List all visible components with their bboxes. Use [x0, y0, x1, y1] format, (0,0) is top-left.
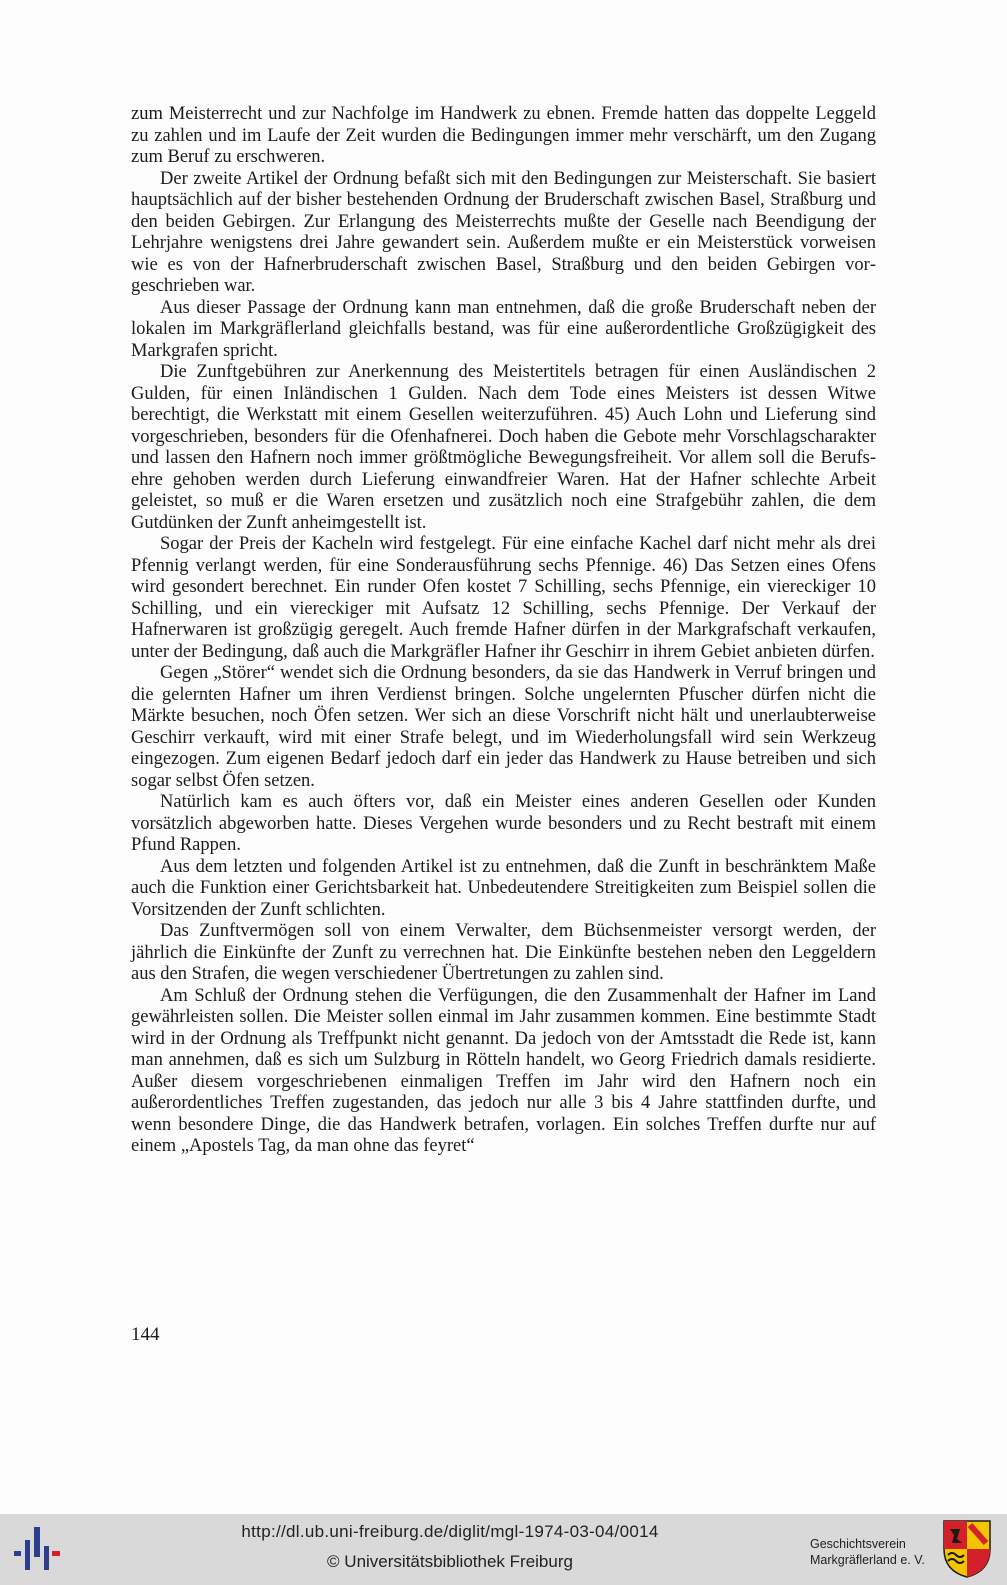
ub-freiburg-logo-icon [12, 1524, 64, 1576]
paragraph: Sogar der Preis der Kacheln wird festgelegt. Für eine einfache Kachel darf nicht mehr als drei Pfennig verlangt werden, für eine Sonderausführung sechs Pfennige. 46) Das Setzen eines Ofens wird gesondert berechnet. Ein runder Ofen kostet 7 Schilling, sechs Pfennige, ein viereckiger 10 Schilling, und ein viereckiger mit Aufsatz 12 Schilling, sechs Pfennige. Der Verkauf der Hafnerwaren ist großzügig geregelt. Auch fremde Hafner dürfen in der Markgrafschaft verkaufen, unter der Bedingung, daß auch die Markgräfler Hafner ihr Geschirr in ihrem Gebiet anbieten dürfen. [131, 534, 876, 662]
coat-of-arms-icon [942, 1519, 992, 1579]
page-number: 144 [131, 1324, 160, 1345]
paragraph: Die Zunftgebühren zur Anerkennung des Meistertitels betragen für einen Ausländischen 2 Gulden, für einen Inländischen 1 Gulden. Nach dem Tode eines Meisters ist dessen Witwe berechtigt, die Werkstatt mit einem Gesellen weiterzuführen. 45) Auch Lohn und Lieferung sind vorgeschrieben, besonders für die Ofenhafnerei. Doch haben die Gebote mehr Vorschlagscharakter und lassen den Hafnern noch immer größtmögliche Bewegungsfreiheit. Vor allem soll die Berufsehre gehoben werden durch Lieferung einwandfreier Waren. Hat der Hafner schlechte Arbeit geleistet, so muß er die Waren ersetzen und zusätzlich noch eine Strafgebühr zahlen, die dem Gutdünken der Zunft anheimgestellt ist. [131, 362, 876, 533]
society-line-2: Markgräflerland e. V. [810, 1553, 925, 1567]
paragraph: Natürlich kam es auch öfters vor, daß ein Meister eines anderen Gesellen oder Kunden vorsätzlich abgeworben hatte. Dieses Vergehen wurde besonders und zu Recht bestraft mit einem Pfund Rappen. [131, 792, 876, 855]
paragraph: zum Meisterrecht und zur Nachfolge im Handwerk zu ebnen. Fremde hatten das doppelte Leggeld zu zahlen und im Laufe der Zeit wurden die Bedingungen immer mehr verschärft, um den Zugang zum Beruf zu erschweren. [131, 104, 876, 167]
society-name [810, 1536, 938, 1568]
society-line-1: Geschichtsverein [810, 1537, 906, 1551]
paragraph: Das Zunftvermögen soll von einem Verwalter, dem Büchsenmeister versorgt werden, der jährlich die Einkünfte der Zunft zu verrechnen hat. Die Einkünfte bestehen neben den Leggeldern aus den Strafen, die wegen verschiedener Übertretungen zu zahlen sind. [131, 921, 876, 984]
body-text [131, 104, 876, 1158]
paragraph: Aus dieser Passage der Ordnung kann man entnehmen, daß die große Bruderschaft neben der lokalen im Markgräflerland gleichfalls bestand, was für eine außerordentliche Großzügigkeit des Markgrafen spricht. [131, 297, 876, 361]
permalink-link[interactable]: http://dl.ub.uni-freiburg.de/diglit/mgl-1974-03-04/0014 [241, 1522, 659, 1541]
footer-bar [0, 1514, 1007, 1585]
paragraph: Am Schluß der Ordnung stehen die Verfügungen, die den Zusammenhalt der Hafner im Land gewährleisten sollen. Die Meister sollen einmal im Jahr zusammen kommen. Eine bestimmte Stadt wird in der Ordnung als Treffpunkt nicht genannt. Da jedoch von der Amtsstadt die Rede ist, kann man annehmen, daß es sich um Sulzburg in Rötteln handelt, wo Georg Friedrich damals residierte. Außer diesem vorgeschriebenen einmaligen Treffen im Jahr wird den Hafnern noch ein außerordentliches Treffen zugestanden, das jedoch nur alle 3 bis 4 Jahre stattfinden durfte, und wenn besondere Dinge, die das Handwerk betrafen, vorlagen. Ein solches Treffen durfte nur auf einem „Apostels Tag, da man ohne das feyret“ [131, 985, 876, 1156]
copyright-text: © Universitätsbibliothek Freiburg [327, 1552, 573, 1571]
paragraph: Der zweite Artikel der Ordnung befaßt sich mit den Bedingungen zur Meisterschaft. Sie basiert hauptsächlich auf der bisher bestehenden Ordnung der Bruderschaft zwischen Basel, Straßburg und den beiden Gebirgen. Zur Erlangung des Meisterrechts mußte der Geselle nach Beendigung der Lehrjahre wenigstens drei Jahre gewandert sein. Außerdem mußte er ein Meisterstück vorweisen wie es von der Hafnerbruderschaft zwischen Basel, Straßburg und den beiden Gebirgen vorgeschrieben war. [131, 168, 876, 296]
paragraph: Aus dem letzten und folgenden Artikel ist zu entnehmen, daß die Zunft in beschränktem Maße auch die Funktion einer Gerichtsbarkeit hat. Unbedeutendere Streitigkeiten zum Beispiel sollen die Vorsitzenden der Zunft schlichten. [131, 856, 876, 920]
paragraph: Gegen „Störer“ wendet sich die Ordnung besonders, da sie das Handwerk in Verruf bringen und die gelernten Hafner um ihren Verdienst bringen. Solche ungelernten Pfuscher dürfen nicht die Märkte besuchen, noch Öfen setzen. Wer sich an diese Vorschrift nicht hält und unerlaubterweise Geschirr verkauft, wird mit einer Strafe belegt, und im Wiederholungsfall wird sein Werkzeug eingezogen. Zum eigenen Bedarf jedoch darf ein jeder das Handwerk zu Hause betreiben und sich sogar selbst Öfen setzen. [131, 663, 876, 791]
